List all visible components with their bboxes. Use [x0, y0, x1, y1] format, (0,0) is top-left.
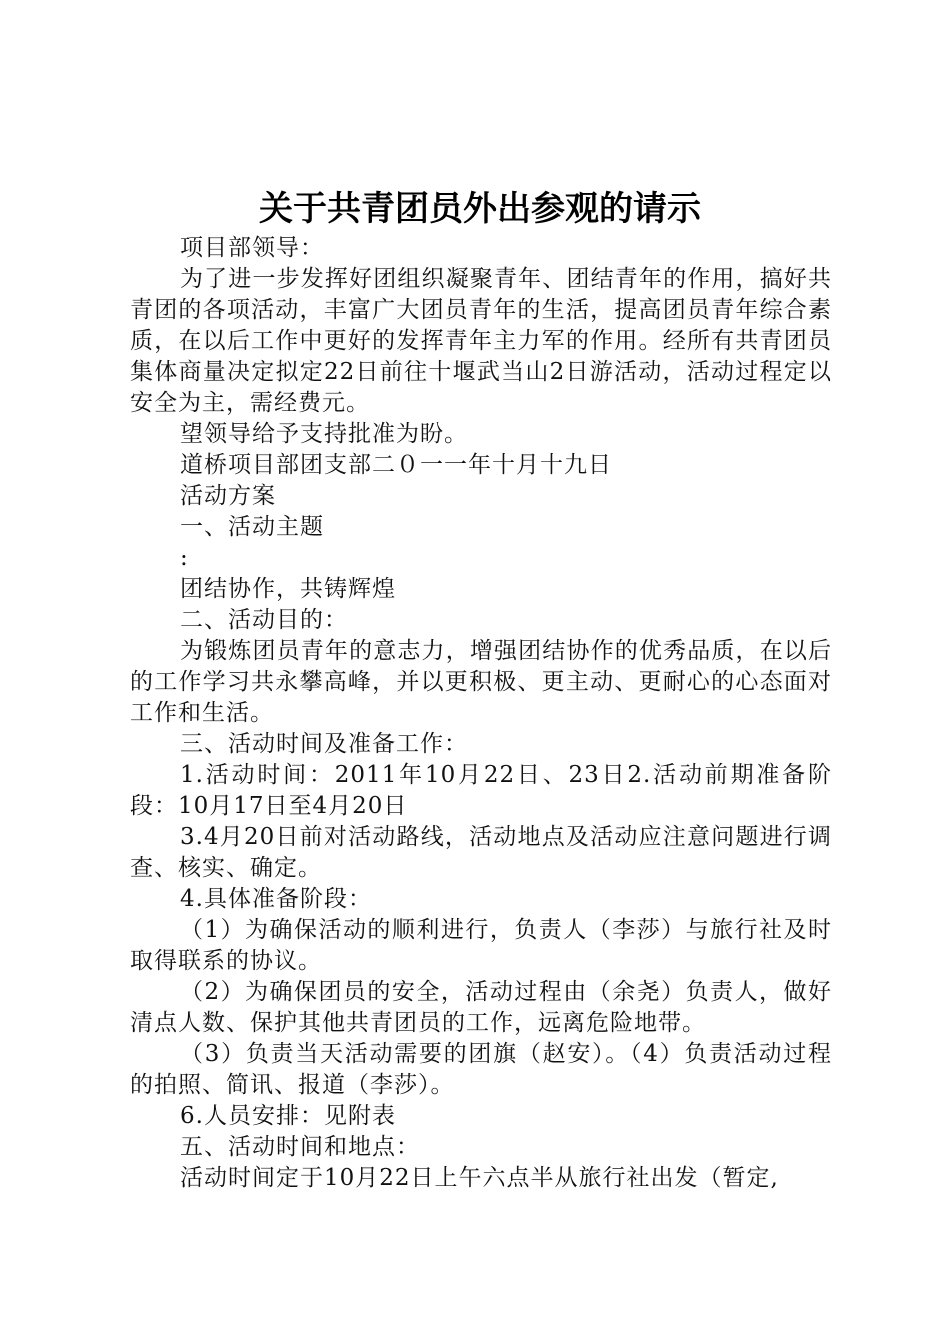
request-paragraph: 为了进一步发挥好团组织凝聚青年、团结青年的作用，搞好共青团的各项活动，丰富广大团员青年的生活，提高团员青年综合素质，在以后工作中更好的发挥青年主力军的作用。经所有共青团员集体商量决定拟定22日前往十堰武当山2日游活动，活动过程定以安全为主，需经费元。: [130, 266, 832, 416]
section-heading-plan: 活动方案: [180, 483, 276, 509]
section-heading-purpose: 二、活动目的：: [180, 607, 348, 633]
staff-arrangement: 6.人员安排：见附表: [180, 1103, 396, 1129]
time-place-text: 活动时间定于10月22日上午六点半从旅行社出发（暂定,: [180, 1165, 779, 1191]
section-heading-theme: 一、活动主题: [180, 514, 324, 540]
time-prep-item-3: 3.4月20日前对活动路线，活动地点及活动应注意问题进行调查、核实、确定。: [130, 824, 832, 881]
time-prep-item-4: 4.具体准备阶段：: [180, 886, 372, 912]
document-body: [130, 233, 832, 1194]
section-heading-time-place: 五、活动时间和地点：: [180, 1134, 420, 1160]
time-prep-item-1: 1.活动时间：2011年10月22日、23日2.活动前期准备阶段：10月17日至4月20日: [130, 762, 832, 819]
prep-detail-3-4: （3）负责当天活动需要的团旗（赵安）。（4）负责活动过程的拍照、简讯、报道（李莎）。: [130, 1041, 832, 1098]
section-heading-time-prep: 三、活动时间及准备工作：: [180, 731, 468, 757]
prep-detail-1: （1）为确保活动的顺利进行，负责人（李莎）与旅行社及时取得联系的协议。: [130, 917, 832, 974]
salutation: 项目部领导：: [180, 235, 324, 261]
purpose-text: 为锻炼团员青年的意志力，增强团结协作的优秀品质，在以后的工作学习共永攀高峰，并以更积极、更主动、更耐心的心态面对工作和生活。: [130, 638, 832, 726]
theme-text: 团结协作，共铸辉煌: [180, 576, 396, 602]
document-title: 关于共青团员外出参观的请示: [259, 189, 701, 229]
signature-date: 道桥项目部团支部二０一一年十月十九日: [180, 452, 612, 478]
theme-colon: :: [180, 545, 189, 571]
approval-request: 望领导给予支持批准为盼。: [180, 421, 468, 447]
prep-detail-2: （2）为确保团员的安全，活动过程由（余尧）负责人，做好清点人数、保护其他共青团员的工作，远离危险地带。: [130, 979, 832, 1036]
